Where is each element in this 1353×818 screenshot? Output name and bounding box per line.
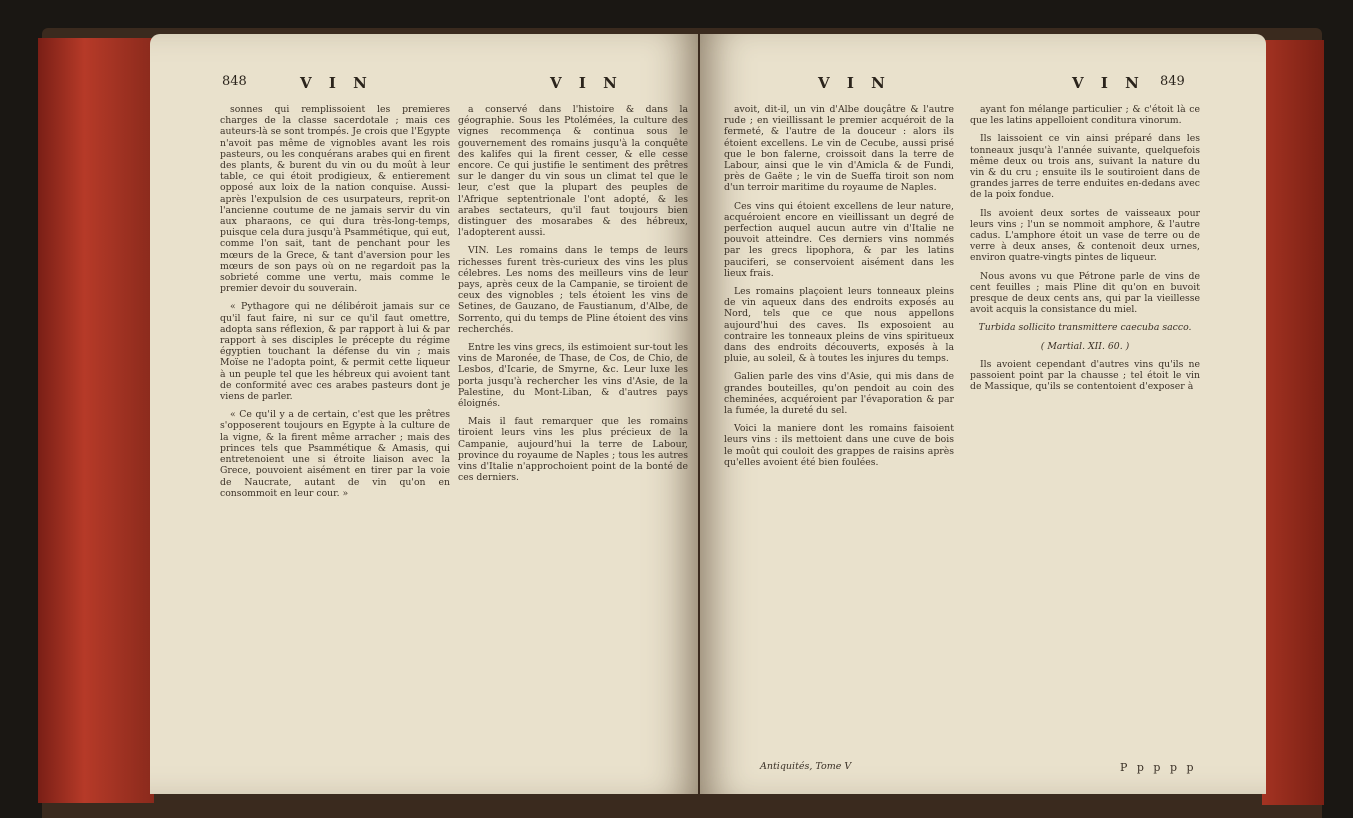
paragraph: Entre les vins grecs, ils estimoient sur-tout les vins de Maronée, de Thase, de Cos, de Chio, de Lesbos, d'Icarie, de Smyrne, &c. Leur luxe les porta jusqu'à rechercher les vins d'Asie, de la Palestine, du Mont-Liban, & d'autres pays éloignés. bbox=[458, 342, 688, 410]
paragraph: Mais il faut remarquer que les romains tiroient leurs vins les plus précieux de la Campanie, aujourd'hui la terre de Labour, province du royaume de Naples ; tous les autres vins d'Italie n'approchoient point de la bonté de ces derniers. bbox=[458, 416, 688, 484]
verse-quote: Turbida sollicito transmittere caecuba sacco. bbox=[978, 322, 1192, 334]
running-head: V I N bbox=[300, 74, 373, 92]
paragraph: « Ce qu'il y a de certain, c'est que les prêtres s'opposerent toujours en Egypte à la culture de la vigne, & la firent même arracher ; mais des princes tels que Psammétique & Amasis, qui entretenoient une si étroite liaison avec la Grece, pouvoient aisément en tirer par la voie de Naucrate, autant de vin qu'on en consommoit en leur cour. » bbox=[220, 409, 450, 499]
paragraph: sonnes qui remplissoient les premieres charges de la classe sacerdotale ; mais ces auteurs-là se sont trompés. Je crois que l'Egypte n'avoit pas même de vignobles avant les rois pasteurs, ou les conquérans arabes qui en firent des plants, & burent du vin ou du moût à leur table, ce qui étoit prodigieux, & entierement opposé aux loix de la nation conquise. Aussi-après l'expulsion de ces usurpateurs, reprit-on l'ancienne coutume de ne jamais servir du vin aux pharaons, ce qui dura très-long-temps, puisque cela dura jusqu'à Psammétique, qui eut, comme l'on sait, tant de penchant pour les mœurs de la Grece, & tant d'aversion pour les mœurs de son pays où on ne regardoit pas la sobrieté comme une vertu, mais comme le premier devoir du souverain. bbox=[220, 104, 450, 295]
paragraph: Ils laissoient ce vin ainsi préparé dans les tonneaux jusqu'à l'année suivante, quelquefois même deux ou trois ans, suivant la nature du vin & du cru ; ensuite ils le soutiroient dans de grandes jarres de terre enduites en-dedans avec de la poix fondue. bbox=[970, 133, 1200, 201]
left-page bbox=[150, 34, 698, 794]
verse-citation: ( Martial. XII. 60. ) bbox=[1040, 340, 1130, 352]
paragraph: Nous avons vu que Pétrone parle de vins de cent feuilles ; mais Pline dit qu'on en buvoit presque de deux cents ans, qui par la vieillesse avoit acquis la consistance du miel. bbox=[970, 270, 1200, 316]
paragraph: Ils avoient cependant d'autres vins qu'ils ne passoient point par la chausse ; tel étoit le vin de Massique, qu'ils se contentoient d'exposer à bbox=[970, 358, 1200, 393]
signature-mark: P p p p p bbox=[1120, 761, 1197, 774]
text-column-2 bbox=[970, 104, 1200, 784]
page-number: 849 bbox=[1160, 74, 1185, 89]
paragraph: Ces vins qui étoient excellens de leur nature, acquéroient encore en vieillissant un degré de perfection auquel aucun autre vin d'Italie ne pouvoit atteindre. Ces derniers vins nommés par les grecs lipophora, & par les latins pauciferi, se conservoient aisément dans les lieux frais. bbox=[724, 200, 954, 279]
paragraph: ayant fon mélange particulier ; & c'étoit là ce que les latins appelloient conditura vinorum. bbox=[970, 104, 1200, 127]
paragraph: Voici la maniere dont les romains faisoient leurs vins : ils mettoient dans une cuve de bois le moût qui couloit des grappes de raisins après qu'elles avoient été bien foulées. bbox=[724, 423, 954, 468]
volume-footer: Antiquités, Tome V bbox=[760, 761, 852, 772]
paragraph: avoit, dit-il, un vin d'Albe douçâtre & l'autre rude ; en vieillissant le premier acquéroit de la fermeté, & l'autre de la douceur : alors ils étoient excellens. Le vin de Cecube, aussi prisé que le bon falerne, croissoit dans la terre de Labour, ainsi que le vin d'Amicla & de Fundi, près de Gaëte ; le vin de Sueffa tiroit son nom d'un terroir maritime du royaume de Naples. bbox=[724, 104, 954, 194]
page-edges-right bbox=[1262, 40, 1324, 805]
right-page bbox=[700, 34, 1266, 794]
running-head-secondary: V I N bbox=[550, 74, 623, 92]
text-column-2 bbox=[458, 104, 688, 784]
paragraph: « Pythagore qui ne délibéroit jamais sur ce qu'il faut faire, ni sur ce qu'il faut omettre, adopta sans réflexion, & par rapport à lui & par rapport à ses disciples le précepte du régime égyptien touchant la défense du vin ; mais Moïse ne l'adopta point, & permit cette liqueur à un peuple tel que les hébreux qui avoient tant de conformité avec ces arabes pasteurs dont je viens de parler. bbox=[220, 301, 450, 403]
page-number: 848 bbox=[222, 74, 247, 89]
text-column-1 bbox=[220, 104, 450, 784]
paragraph: Ils avoient deux sortes de vaisseaux pour leurs vins ; l'un se nommoit amphore, & l'autre cadus. L'amphore étoit un vase de terre ou de verre à deux anses, & contenoit deux urnes, environ quatre-vingts pintes de liqueur. bbox=[970, 207, 1200, 264]
text-column-1 bbox=[724, 104, 954, 784]
running-head: V I N bbox=[1072, 74, 1145, 92]
paragraph: a conservé dans l'histoire & dans la géographie. Sous les Ptolémées, la culture des vignes recommença & continua sous le gouvernement des romains jusqu'à la conquête des kalifes qui la firent cesser, & elle cesse encore. Ce qui justifie le sentiment des prêtres sur le danger du vin sous un climat tel que le leur, c'est que la plupart des peuples de l'Afrique septentrionale l'ont adopté, & les arabes sectateurs, qu'il faut toujours bien distinguer des mosarabes & des hébreux, l'adopterent aussi. bbox=[458, 104, 688, 239]
paragraph: VIN. Les romains dans le temps de leurs richesses furent très-curieux des vins les plus célebres. Les noms des meilleurs vins de leur pays, après ceux de la Campanie, se tiroient de ceux des vignobles ; tels étoient les vins de Setines, de Gauzano, de Faustianum, d'Albe, de Sorrento, qui du temps de Pline étoient des vins recherchés. bbox=[458, 245, 688, 335]
paragraph: Galien parle des vins d'Asie, qui mis dans de grandes bouteilles, qu'on pendoit au coin des cheminées, acquéroient par l'évaporation & par la fumée, la dureté du sel. bbox=[724, 371, 954, 417]
paragraph: Les romains plaçoient leurs tonneaux pleins de vin aqueux dans des endroits exposés au Nord, tels que ce que nous appellons aujourd'hui des caves. Ils exposoient au contraire les tonneaux pleins de vins spiritueux dans des endroits découverts, exposés à la pluie, au soleil, & à toutes les injures du temps. bbox=[724, 286, 954, 365]
page-edges-left bbox=[38, 38, 154, 803]
running-head-secondary: V I N bbox=[818, 74, 891, 92]
